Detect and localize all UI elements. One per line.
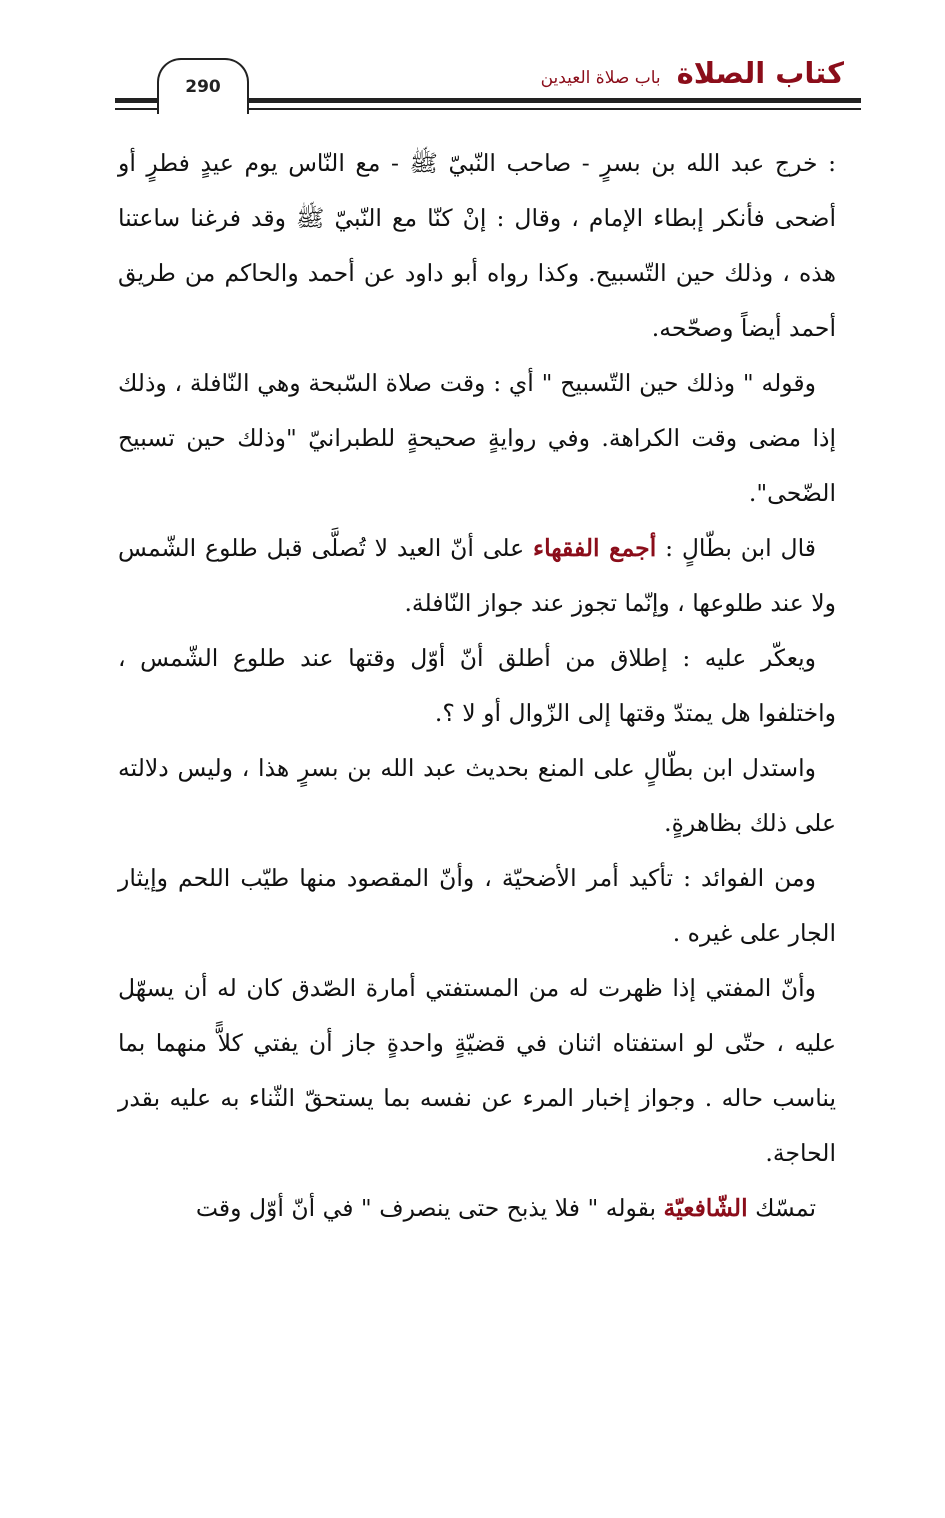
paragraph [118, 851, 836, 961]
page-number-tab [157, 58, 249, 114]
paragraph-text: على أنّ العيد لا تُصلَّى قبل طلوع الشّمس ولا عند طلوعها ، وإنّما تجوز عند جواز النّافلة. [118, 534, 836, 617]
paragraph [118, 1181, 836, 1236]
paragraph [118, 521, 836, 631]
paragraph-text: واستدل ابن بطّالٍ على المنع بحديث عبد الله بن بسرٍ هذا ، وليس دلالته على ذلك بظاهرةٍ. [118, 754, 836, 837]
paragraph-text: وأنّ المفتي إذا ظهرت له من المستفتي أمارة الصّدق كان له أن يسهّل عليه ، حتّى لو استفتاه اثنان في قضيّةٍ واحدةٍ جاز أن يفتي كلاًّ منهما بما يناسب حاله . وجواز إخبار المرء عن نفسه بما يستحقّ الثّناء به عليه بقدر الحاجة. [118, 974, 836, 1167]
chapter-title: باب صلاة العيدين [540, 68, 661, 88]
highlighted-term: أجمع الفقهاء [533, 534, 657, 562]
paragraph-text: وقوله " وذلك حين التّسبيح " أي : وقت صلاة السّبحة وهي النّافلة ، وذلك إذا مضى وقت الكراهة. وفي روايةٍ صحيحةٍ للطبرانيّ "وذلك حين تسبيح الضّحى". [118, 369, 836, 507]
paragraph-text: ومن الفوائد : تأكيد أمر الأضحيّة ، وأنّ المقصود منها طيّب اللحم وإيثار الجار على غيره . [118, 864, 836, 947]
book-title: كتاب الصلاة [676, 56, 844, 90]
paragraph [118, 356, 836, 521]
paragraph-text: ويعكّر عليه : إطلاق من أطلق أنّ أوّل وقتها عند طلوع الشّمس ، واختلفوا هل يمتدّ وقتها إلى الزّوال أو لا ؟. [118, 644, 836, 727]
paragraph [118, 136, 836, 356]
paragraph [118, 741, 836, 851]
paragraph [118, 631, 836, 741]
paragraph-text: قال ابن بطّالٍ : [656, 534, 816, 562]
highlighted-term: الشّافعيّة [663, 1194, 748, 1222]
body-text [118, 136, 836, 1236]
header-titles [541, 56, 844, 90]
paragraph-text: : خرج عبد الله بن بسرٍ - صاحب النّبيّ ﷺ - مع النّاس يوم عيدٍ فطرٍ أو أضحى فأنكر إبطاء الإمام ، وقال : إنْ كنّا مع النّبيّ ﷺ وقد فرغنا ساعتنا هذه ، وذلك حين التّسبيح. وكذا رواه أبو داود عن أحمد والحاكم من طريق أحمد أيضاً وصحّحه. [118, 149, 836, 342]
paragraph [118, 961, 836, 1181]
paragraph-text: تمسّك [747, 1194, 816, 1222]
page-number: 290 [185, 77, 221, 97]
page-header [0, 0, 945, 125]
paragraph-text: بقوله " فلا يذبح حتى ينصرف " في أنّ أوّل وقت [195, 1194, 664, 1222]
